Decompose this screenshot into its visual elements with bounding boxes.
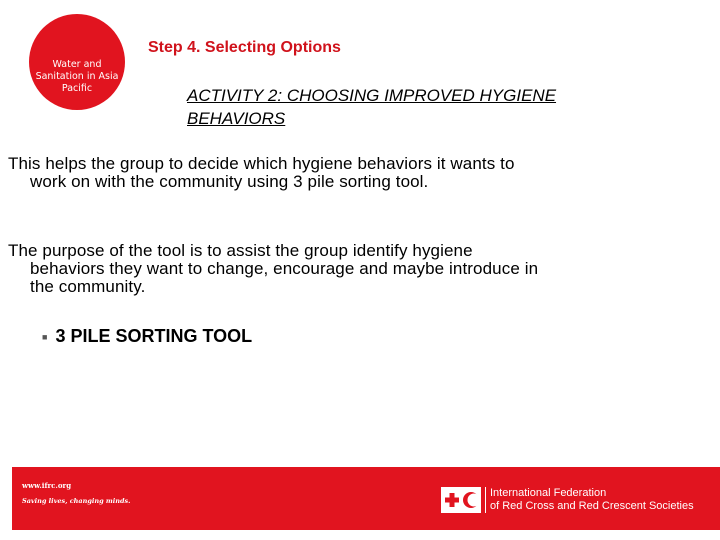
program-badge: [29, 14, 125, 110]
bullet-item: [42, 326, 252, 347]
badge-line-1: Water and: [52, 59, 102, 70]
badge-line-2: Sanitation in Asia: [35, 71, 119, 82]
red-cross-icon: [444, 492, 460, 508]
step-title: Step 4. Selecting Options: [148, 39, 341, 56]
emblems: [441, 487, 481, 513]
square-bullet-icon: ■: [42, 331, 48, 342]
paragraph-purpose-2: The purpose of the tool is to assist the group identify hygiene behaviors they want to change, encourage and maybe introduce in the community.: [8, 241, 539, 296]
ifrc-name-line-1: International Federation: [490, 487, 607, 499]
bullet-text: 3 PILE SORTING TOOL: [55, 326, 253, 346]
ifrc-name-line-2: of Red Cross and Red Crescent Societies: [490, 500, 694, 512]
ifrc-logo: [441, 485, 708, 515]
footer-slogan: Saving lives, changing minds.: [22, 497, 131, 505]
badge-line-3: Pacific: [61, 83, 93, 94]
paragraph-purpose-1: This helps the group to decide which hygiene behaviors it wants to work on with the community using 3 pile sorting tool.: [8, 154, 515, 191]
logo-divider: [485, 487, 486, 513]
ifrc-name: [490, 487, 694, 513]
red-crescent-icon: [462, 491, 478, 509]
footer-url[interactable]: www.ifrc.org: [22, 481, 72, 490]
activity-title: ACTIVITY 2: CHOOSING IMPROVED HYGIENE BEHAVIORS: [187, 86, 557, 128]
footer-bar: [12, 467, 720, 530]
